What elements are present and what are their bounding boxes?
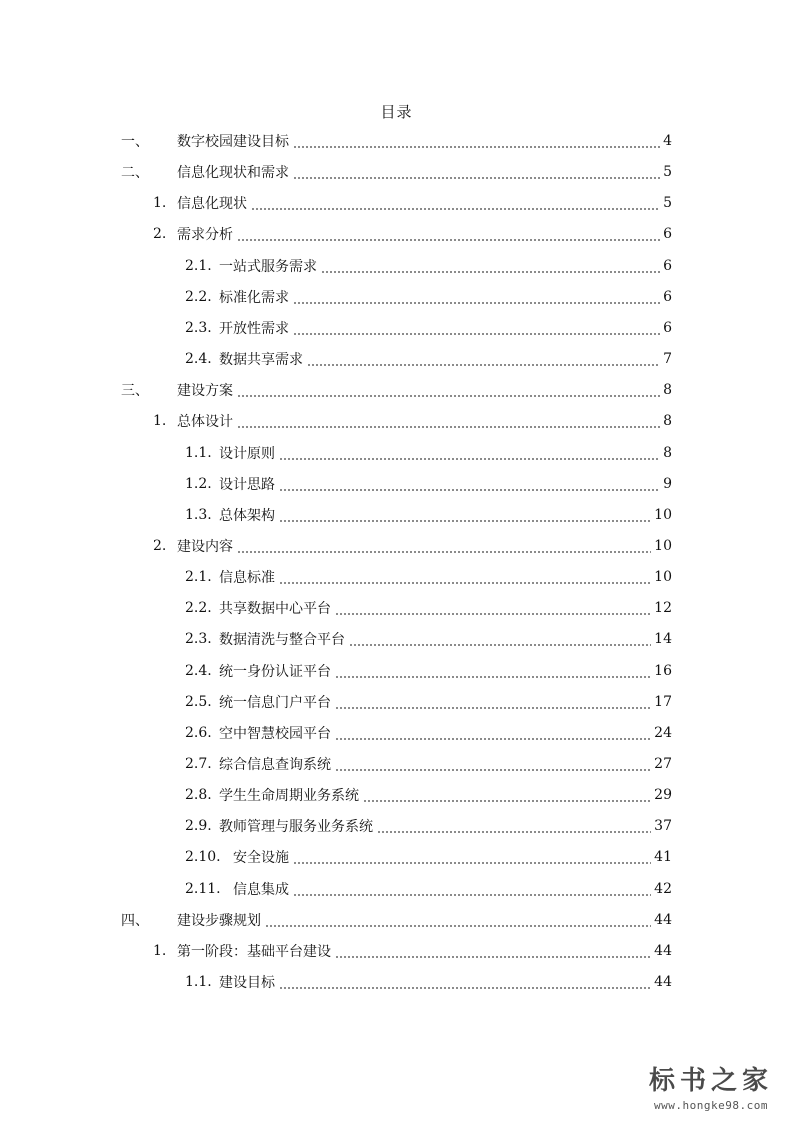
toc-entry-title: 需求分析 (177, 227, 233, 244)
toc-entry[interactable] (0, 843, 793, 871)
toc-entry-number: 2.4. (185, 351, 212, 368)
toc-entry-title: 学生生命周期业务系统 (219, 788, 359, 805)
toc-entry[interactable] (0, 283, 793, 311)
toc-entry[interactable] (0, 812, 793, 840)
toc-entry-title: 建设内容 (177, 538, 233, 555)
toc-entry-page: 6 (663, 288, 672, 305)
toc-entry[interactable] (0, 127, 793, 155)
toc-leader-dots (293, 894, 651, 896)
toc-entry-title: 信息标准 (219, 570, 275, 587)
toc-entry-title: 统一信息门户平台 (219, 694, 331, 711)
toc-entry-number: 三、 (121, 383, 149, 400)
toc-entry[interactable] (0, 252, 793, 280)
toc-leader-dots (349, 644, 651, 646)
toc-entry-number: 1.3. (185, 506, 212, 523)
toc-entry-number: 2.5. (185, 693, 212, 710)
toc-entry-number: 1.2. (185, 475, 212, 492)
toc-entry-title: 设计思路 (219, 476, 275, 493)
toc-leader-dots (307, 364, 660, 366)
toc-entry-number: 1. (153, 942, 167, 959)
toc-leader-dots (293, 146, 660, 148)
toc-entry-page: 10 (654, 569, 672, 586)
toc-entry-page: 44 (654, 942, 672, 959)
toc-entry[interactable] (0, 158, 793, 186)
toc-leader-dots (293, 177, 660, 179)
toc-entry-title: 标准化需求 (219, 289, 289, 306)
toc-leader-dots (293, 862, 651, 864)
toc-entry-page: 27 (654, 756, 672, 772)
toc-entry[interactable] (0, 906, 793, 934)
toc-entry[interactable] (0, 345, 793, 373)
toc-leader-dots (293, 333, 660, 335)
toc-entry-page: 37 (654, 818, 672, 835)
toc-entry[interactable] (0, 407, 793, 435)
toc-entry-number: 2.3. (185, 319, 212, 336)
toc-entry-number: 2. (153, 537, 167, 554)
toc-entry-number: 2.9. (185, 818, 212, 835)
toc-entry-page: 8 (663, 444, 672, 461)
toc-entry-title: 开放性需求 (219, 320, 289, 337)
toc-entry-page: 8 (663, 382, 672, 399)
toc-entry-number: 2.1. (185, 257, 212, 274)
toc-leader-dots (335, 707, 651, 709)
toc-entry-number: 二、 (121, 165, 149, 182)
toc-leader-dots (279, 520, 651, 522)
toc-leader-dots (237, 426, 660, 428)
toc-entry-title: 建设目标 (219, 975, 275, 992)
toc-entry-title: 总体架构 (219, 507, 275, 524)
watermark-logo-text: 标书之家 (648, 1066, 773, 1096)
toc-leader-dots (363, 800, 651, 802)
toc-entry-page: 16 (654, 662, 672, 679)
toc-entry-page: 42 (654, 880, 672, 897)
toc-entry-number: 2.11. (185, 880, 221, 897)
toc-entry-page: 6 (663, 319, 672, 336)
toc-entry-title: 综合信息查询系统 (219, 757, 331, 773)
toc-entry-page: 14 (654, 631, 672, 648)
toc-entry-page: 17 (654, 693, 672, 710)
toc-entry-title: 第一阶段：基础平台建设 (177, 943, 331, 960)
toc-entry-page: 7 (663, 351, 672, 368)
toc-entry[interactable] (0, 439, 793, 467)
toc-entry-title: 数字校园建设目标 (177, 134, 289, 150)
toc-entry[interactable] (0, 968, 793, 996)
toc-entry-page: 44 (654, 911, 672, 928)
toc-entry-page: 29 (654, 787, 672, 804)
toc-entry-page: 5 (663, 164, 672, 181)
toc-entry-page: 24 (654, 724, 672, 741)
toc-entry[interactable] (0, 501, 793, 529)
toc-leader-dots (279, 489, 660, 491)
toc-entry-number: 四、 (121, 912, 149, 929)
toc-entry-page: 8 (663, 413, 672, 430)
toc-entry-number: 2.2. (185, 288, 212, 305)
toc-leader-dots (237, 395, 660, 397)
toc-entry-title: 统一身份认证平台 (219, 663, 331, 680)
toc-entry-number: 1.1. (185, 444, 212, 461)
toc-entry[interactable] (0, 563, 793, 591)
toc-entry-title: 一站式服务需求 (219, 258, 317, 275)
toc-entry-title: 信息化现状 (177, 196, 247, 213)
toc-entry-number: 2.1. (185, 569, 212, 586)
toc-entry-number: 2.4. (185, 662, 212, 679)
toc-entry[interactable] (0, 220, 793, 248)
toc-entry-page: 6 (663, 226, 672, 243)
toc-leader-dots (321, 271, 660, 273)
toc-entry-title: 空中智慧校园平台 (219, 725, 331, 742)
toc-leader-dots (335, 738, 651, 740)
toc-entry[interactable] (0, 937, 793, 965)
toc-entry-number: 2.3. (185, 631, 212, 648)
toc-leader-dots (237, 239, 660, 241)
toc-leader-dots (335, 613, 651, 615)
toc-entry-page: 5 (663, 195, 672, 212)
toc-entry-title: 信息集成 (233, 881, 289, 898)
toc-entry-number: 1.1. (185, 974, 212, 991)
toc-entry-number: 2.8. (185, 787, 212, 804)
toc-leader-dots (237, 551, 651, 553)
toc-entry-page: 41 (654, 849, 672, 866)
toc-entry-title: 建设方案 (177, 383, 233, 400)
toc-entry-number: 2.10. (185, 849, 221, 866)
toc-entry-page: 10 (654, 537, 672, 554)
toc-entry-page: 6 (663, 257, 672, 274)
toc-entry-page: 12 (654, 600, 672, 617)
toc-entry[interactable] (0, 376, 793, 404)
toc-leader-dots (335, 676, 651, 678)
toc-entry[interactable] (0, 875, 793, 903)
toc-entry-number: 2.2. (185, 600, 212, 617)
watermark (636, 1060, 786, 1112)
toc-leader-dots (335, 956, 651, 958)
watermark-url: www.hongke98.com (654, 1099, 768, 1112)
toc-entry-title: 共享数据中心平台 (219, 601, 331, 618)
toc-entry-number: 2. (153, 226, 167, 243)
toc-entry-page: 44 (654, 974, 672, 991)
toc-entry-number: 2.6. (185, 724, 212, 741)
toc-entry-title: 数据共享需求 (219, 352, 303, 369)
toc-entry-page: 10 (654, 506, 672, 523)
toc-entry-number: 1. (153, 195, 167, 212)
toc-leader-dots (335, 769, 651, 771)
toc-entry-title: 设计原则 (219, 445, 275, 462)
toc-entry-title: 教师管理与服务业务系统 (219, 819, 373, 836)
toc-entry[interactable] (0, 594, 793, 622)
toc-entry-title: 总体设计 (177, 414, 233, 431)
toc-entry-number: 一、 (121, 134, 149, 150)
toc-entry-title: 安全设施 (233, 850, 289, 867)
toc-entry[interactable] (0, 750, 793, 778)
toc-entry[interactable] (0, 688, 793, 716)
toc-entry-title: 信息化现状和需求 (177, 165, 289, 182)
toc-entry[interactable] (0, 532, 793, 560)
toc-entry-title: 数据清洗与整合平台 (219, 632, 345, 649)
toc-entry-page: 4 (663, 133, 672, 149)
toc-entry-page: 9 (663, 475, 672, 492)
toc-entry[interactable] (0, 719, 793, 747)
toc-entry-title: 建设步骤规划 (177, 912, 261, 929)
toc-leader-dots (279, 582, 651, 584)
toc-entry[interactable] (0, 314, 793, 342)
toc-leader-dots (279, 987, 651, 989)
toc-entry-number: 1. (153, 413, 167, 430)
toc-entry[interactable] (0, 781, 793, 809)
toc-entry[interactable] (0, 470, 793, 498)
toc-leader-dots (265, 925, 651, 927)
toc-entry-number: 2.7. (185, 756, 212, 772)
toc-entry[interactable] (0, 657, 793, 685)
toc-leader-dots (293, 302, 660, 304)
toc-entry[interactable] (0, 625, 793, 653)
toc-entry[interactable] (0, 189, 793, 217)
toc-title: 目录 (380, 103, 413, 121)
toc-leader-dots (377, 831, 651, 833)
toc-leader-dots (279, 458, 660, 460)
toc-leader-dots (251, 208, 660, 210)
